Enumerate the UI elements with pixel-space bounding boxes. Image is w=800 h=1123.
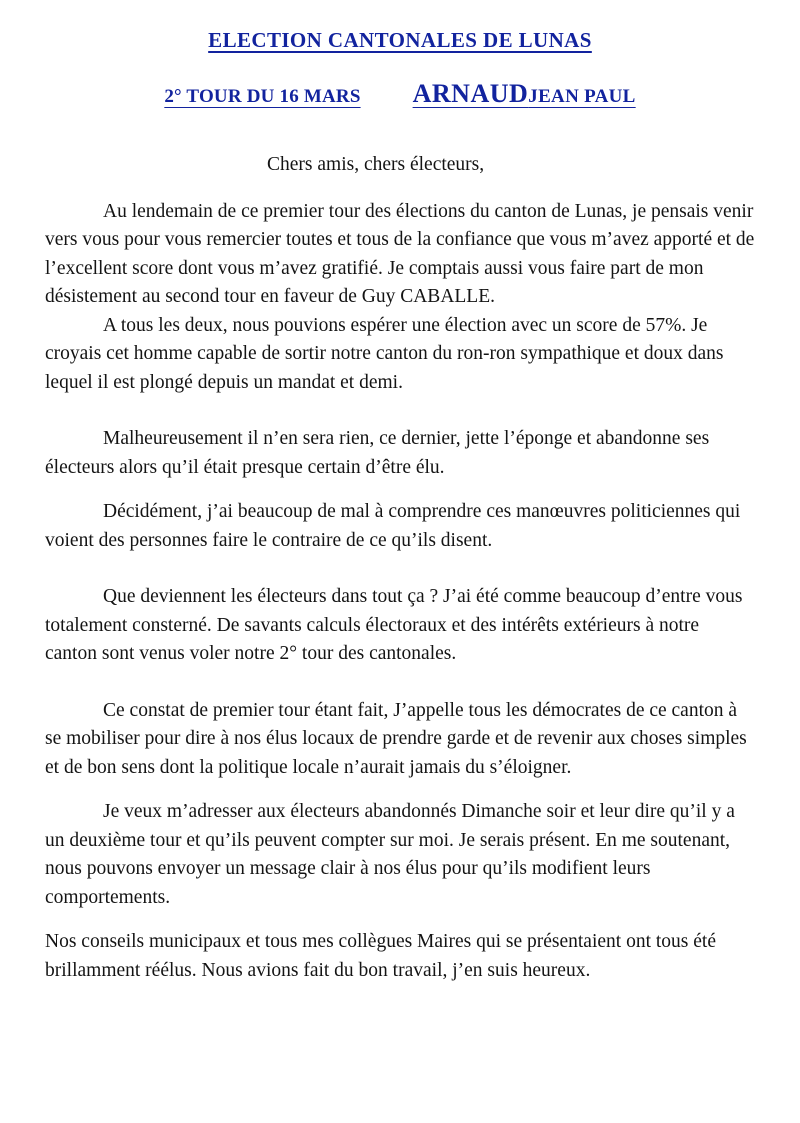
paragraph-spacer: [45, 669, 755, 697]
paragraph-spacer: [45, 555, 755, 583]
paragraph-6: Ce constat de premier tour étant fait, J’appelle tous les démocrates de ce canton à se mobiliser pour dire à nos élus locaux de prendre garde et de revenir aux choses simples et de bon sens dont la politique locale n’aurait jamais du s’éloigner.: [45, 699, 747, 778]
paragraph-spacer: [45, 912, 755, 928]
subtitle-row: [0, 79, 800, 109]
paragraph-3: Malheureusement il n’en sera rien, ce dernier, jette l’éponge et abandonne ses électeurs alors qu’il était presque certain d’être élu.: [45, 428, 710, 478]
paragraph-1: Au lendemain de ce premier tour des élections du canton de Lunas, je pensais venir vers vous pour vous remercier toutes et tous de la confiance que vous m’avez apporté et de l’excellent score dont vous m’avez gratifié. Je comptais aussi vous faire part de mon désistement au second tour en faveur de Guy CABALLE.: [45, 200, 755, 307]
paragraph-2: A tous les deux, nous pouvions espérer une élection avec un score de 57%. Je croyais cet homme capable de sortir notre canton du ron-ron sympathique et doux dans lequel il est plongé depuis un mandat et demi.: [45, 314, 724, 393]
election-round-label: 2° TOUR DU 16 MARS: [164, 86, 361, 107]
document-body: [45, 151, 755, 985]
paragraph-spacer: [45, 782, 755, 798]
paragraph-spacer: [45, 397, 755, 425]
paragraph-spacer: [45, 482, 755, 498]
candidate-givenname: JEAN PAUL: [528, 86, 636, 107]
page-title: ELECTION CANTONALES DE LUNAS: [208, 28, 592, 52]
subtitle: [164, 79, 635, 109]
candidate-surname: ARNAUD: [412, 79, 529, 108]
paragraph-7: Je veux m’adresser aux électeurs abandonnés Dimanche soir et leur dire qu’il y a un deuxième tour et qu’ils peuvent compter sur moi. Je serais présent. En me soutenant, nous pouvons envoyer un message clair à nos élus pour qu’ils modifient leurs comportements.: [45, 801, 735, 908]
salutation: Chers amis, chers électeurs,: [267, 154, 485, 175]
paragraph-8: Nos conseils municipaux et tous mes collègues Maires qui se présentaient ont tous été brillamment réélus. Nous avions fait du bon travail, j’en suis heureux.: [45, 931, 716, 981]
paragraph-4: Décidément, j’ai beaucoup de mal à comprendre ces manœuvres politiciennes qui voient des personnes faire le contraire de ce qu’ils disent.: [45, 501, 741, 551]
paragraph-5: Que deviennent les électeurs dans tout ça ? J’ai été comme beaucoup d’entre vous totalement consterné. De savants calculs électoraux et des intérêts extérieurs à notre canton sont venus voler notre 2° tour des cantonales.: [45, 586, 743, 664]
document-header: [0, 0, 800, 109]
